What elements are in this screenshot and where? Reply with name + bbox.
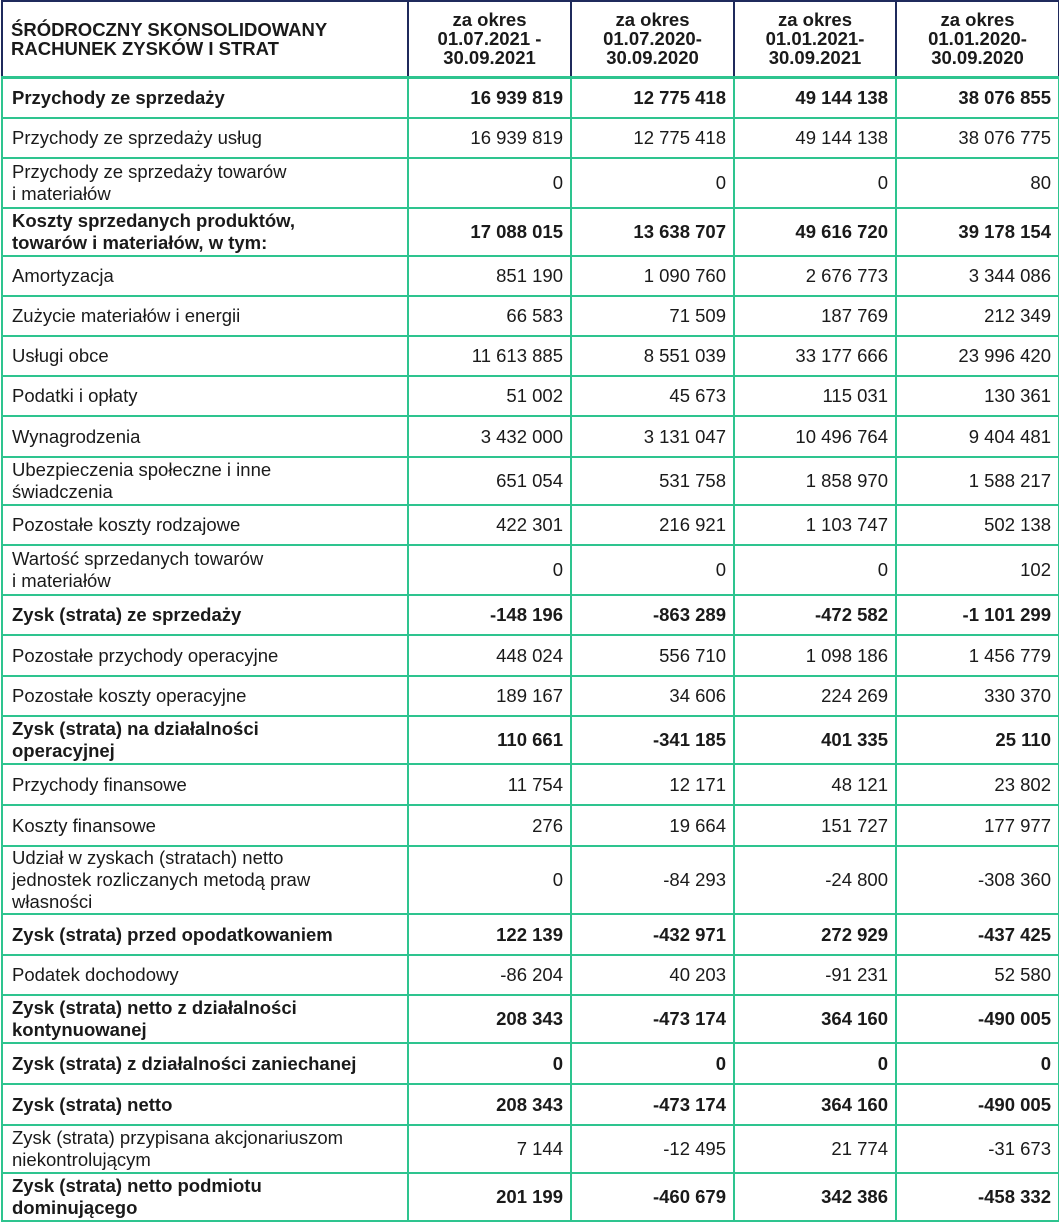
row-value: 1 858 970 <box>734 457 896 505</box>
row-value: 272 929 <box>734 914 896 955</box>
table-row <box>2 716 1059 764</box>
row-value: -86 204 <box>408 955 571 995</box>
row-value: 0 <box>571 158 734 208</box>
period-header: za okres 01.01.2021- 30.09.2021 <box>734 1 896 77</box>
row-value: 189 167 <box>408 676 571 716</box>
row-value: 52 580 <box>896 955 1059 995</box>
table-row <box>2 635 1059 676</box>
row-value: 0 <box>571 545 734 595</box>
row-value: 19 664 <box>571 805 734 846</box>
row-value: 448 024 <box>408 635 571 676</box>
row-value: 364 160 <box>734 995 896 1043</box>
row-value: 208 343 <box>408 995 571 1043</box>
row-value: 851 190 <box>408 256 571 296</box>
row-value: 3 432 000 <box>408 416 571 457</box>
row-label: Zysk (strata) z działalności zaniechanej <box>2 1043 408 1084</box>
row-label: Przychody ze sprzedaży <box>2 77 408 118</box>
row-label: Przychody finansowe <box>2 764 408 805</box>
row-value: 276 <box>408 805 571 846</box>
row-value: 16 939 819 <box>408 77 571 118</box>
row-value: 10 496 764 <box>734 416 896 457</box>
row-value: 122 139 <box>408 914 571 955</box>
row-value: 0 <box>734 158 896 208</box>
row-value: -437 425 <box>896 914 1059 955</box>
table-row <box>2 1173 1059 1221</box>
row-value: 1 456 779 <box>896 635 1059 676</box>
row-label: Zużycie materiałów i energii <box>2 296 408 336</box>
row-value: 12 171 <box>571 764 734 805</box>
row-value: -490 005 <box>896 1084 1059 1125</box>
row-value: -490 005 <box>896 995 1059 1043</box>
row-value: 49 616 720 <box>734 208 896 256</box>
statement-title: ŚRÓDROCZNY SKONSOLIDOWANY RACHUNEK ZYSKÓW I STRAT <box>2 1 408 77</box>
table-row <box>2 595 1059 635</box>
table-row <box>2 764 1059 805</box>
table-row <box>2 296 1059 336</box>
table-row <box>2 208 1059 256</box>
row-value: 38 076 855 <box>896 77 1059 118</box>
row-value: -308 360 <box>896 846 1059 914</box>
row-value: 130 361 <box>896 376 1059 416</box>
row-label: Zysk (strata) netto podmiotu dominującego <box>2 1173 408 1221</box>
table-row <box>2 995 1059 1043</box>
row-value: 0 <box>571 1043 734 1084</box>
row-value: 12 775 418 <box>571 118 734 158</box>
row-value: 422 301 <box>408 505 571 545</box>
table-row <box>2 846 1059 914</box>
row-value: 531 758 <box>571 457 734 505</box>
row-value: 208 343 <box>408 1084 571 1125</box>
table-row <box>2 158 1059 208</box>
row-label: Podatek dochodowy <box>2 955 408 995</box>
row-value: 13 638 707 <box>571 208 734 256</box>
table-row <box>2 676 1059 716</box>
row-label: Zysk (strata) przypisana akcjonariuszom niekontrolującym <box>2 1125 408 1173</box>
row-value: -460 679 <box>571 1173 734 1221</box>
row-value: 23 996 420 <box>896 336 1059 376</box>
table-row <box>2 1125 1059 1173</box>
table-row <box>2 1084 1059 1125</box>
table-row <box>2 336 1059 376</box>
header-row <box>2 1 1059 77</box>
row-value: 38 076 775 <box>896 118 1059 158</box>
row-label: Zysk (strata) netto z działalności kontynuowanej <box>2 995 408 1043</box>
period-header: za okres 01.01.2020- 30.09.2020 <box>896 1 1059 77</box>
row-value: 0 <box>408 1043 571 1084</box>
row-label: Amortyzacja <box>2 256 408 296</box>
row-value: 3 131 047 <box>571 416 734 457</box>
row-value: 21 774 <box>734 1125 896 1173</box>
table-row <box>2 505 1059 545</box>
table-row <box>2 256 1059 296</box>
row-label: Ubezpieczenia społeczne i inne świadczenia <box>2 457 408 505</box>
row-value: -91 231 <box>734 955 896 995</box>
row-value: 1 103 747 <box>734 505 896 545</box>
row-value: 80 <box>896 158 1059 208</box>
row-value: 1 098 186 <box>734 635 896 676</box>
row-value: 12 775 418 <box>571 77 734 118</box>
row-value: 224 269 <box>734 676 896 716</box>
row-value: 177 977 <box>896 805 1059 846</box>
row-label: Przychody ze sprzedaży usług <box>2 118 408 158</box>
row-value: 556 710 <box>571 635 734 676</box>
row-value: 364 160 <box>734 1084 896 1125</box>
row-label: Zysk (strata) na działalności operacyjnej <box>2 716 408 764</box>
period-header: za okres 01.07.2021 - 30.09.2021 <box>408 1 571 77</box>
row-label: Pozostałe koszty rodzajowe <box>2 505 408 545</box>
row-value: 0 <box>408 158 571 208</box>
table-row <box>2 416 1059 457</box>
row-value: 11 613 885 <box>408 336 571 376</box>
period-header: za okres 01.07.2020- 30.09.2020 <box>571 1 734 77</box>
row-value: -473 174 <box>571 1084 734 1125</box>
row-value: 102 <box>896 545 1059 595</box>
table-row <box>2 376 1059 416</box>
row-value: 110 661 <box>408 716 571 764</box>
row-value: 212 349 <box>896 296 1059 336</box>
row-value: 51 002 <box>408 376 571 416</box>
row-value: -24 800 <box>734 846 896 914</box>
row-value: -432 971 <box>571 914 734 955</box>
table-row <box>2 118 1059 158</box>
table-row <box>2 77 1059 118</box>
row-value: 342 386 <box>734 1173 896 1221</box>
row-value: 115 031 <box>734 376 896 416</box>
row-value: -148 196 <box>408 595 571 635</box>
row-value: 66 583 <box>408 296 571 336</box>
row-value: -458 332 <box>896 1173 1059 1221</box>
row-value: 1 588 217 <box>896 457 1059 505</box>
row-value: 0 <box>408 846 571 914</box>
income-statement-table <box>1 0 1059 1222</box>
row-value: 11 754 <box>408 764 571 805</box>
row-label: Wynagrodzenia <box>2 416 408 457</box>
row-value: 23 802 <box>896 764 1059 805</box>
row-label: Wartość sprzedanych towarów i materiałów <box>2 545 408 595</box>
row-value: -1 101 299 <box>896 595 1059 635</box>
row-value: 39 178 154 <box>896 208 1059 256</box>
row-value: 49 144 138 <box>734 118 896 158</box>
row-value: 33 177 666 <box>734 336 896 376</box>
row-value: 201 199 <box>408 1173 571 1221</box>
row-value: 49 144 138 <box>734 77 896 118</box>
row-value: 330 370 <box>896 676 1059 716</box>
row-value: 0 <box>896 1043 1059 1084</box>
row-value: 9 404 481 <box>896 416 1059 457</box>
row-value: 8 551 039 <box>571 336 734 376</box>
row-label: Pozostałe przychody operacyjne <box>2 635 408 676</box>
row-label: Usługi obce <box>2 336 408 376</box>
row-value: 0 <box>408 545 571 595</box>
row-value: 216 921 <box>571 505 734 545</box>
row-value: 40 203 <box>571 955 734 995</box>
row-value: -12 495 <box>571 1125 734 1173</box>
row-label: Przychody ze sprzedaży towarów i materiałów <box>2 158 408 208</box>
row-value: 401 335 <box>734 716 896 764</box>
table-row <box>2 545 1059 595</box>
table-row <box>2 457 1059 505</box>
row-value: -341 185 <box>571 716 734 764</box>
table-row <box>2 955 1059 995</box>
row-value: 17 088 015 <box>408 208 571 256</box>
row-value: 34 606 <box>571 676 734 716</box>
row-value: -473 174 <box>571 995 734 1043</box>
row-value: 71 509 <box>571 296 734 336</box>
row-value: 0 <box>734 545 896 595</box>
row-value: 151 727 <box>734 805 896 846</box>
row-value: -863 289 <box>571 595 734 635</box>
row-label: Podatki i opłaty <box>2 376 408 416</box>
row-value: 502 138 <box>896 505 1059 545</box>
table-row <box>2 805 1059 846</box>
row-label: Zysk (strata) ze sprzedaży <box>2 595 408 635</box>
table-row <box>2 1043 1059 1084</box>
row-value: 7 144 <box>408 1125 571 1173</box>
row-value: -472 582 <box>734 595 896 635</box>
row-value: 1 090 760 <box>571 256 734 296</box>
row-value: 16 939 819 <box>408 118 571 158</box>
row-value: 25 110 <box>896 716 1059 764</box>
row-label: Zysk (strata) netto <box>2 1084 408 1125</box>
row-value: 0 <box>734 1043 896 1084</box>
row-label: Udział w zyskach (stratach) netto jednostek rozliczanych metodą praw własności <box>2 846 408 914</box>
row-value: 187 769 <box>734 296 896 336</box>
row-value: 48 121 <box>734 764 896 805</box>
row-value: 3 344 086 <box>896 256 1059 296</box>
row-value: 2 676 773 <box>734 256 896 296</box>
row-label: Pozostałe koszty operacyjne <box>2 676 408 716</box>
row-value: -84 293 <box>571 846 734 914</box>
row-label: Koszty sprzedanych produktów, towarów i materiałów, w tym: <box>2 208 408 256</box>
row-value: 45 673 <box>571 376 734 416</box>
row-label: Koszty finansowe <box>2 805 408 846</box>
row-value: -31 673 <box>896 1125 1059 1173</box>
row-value: 651 054 <box>408 457 571 505</box>
table-row <box>2 914 1059 955</box>
row-label: Zysk (strata) przed opodatkowaniem <box>2 914 408 955</box>
